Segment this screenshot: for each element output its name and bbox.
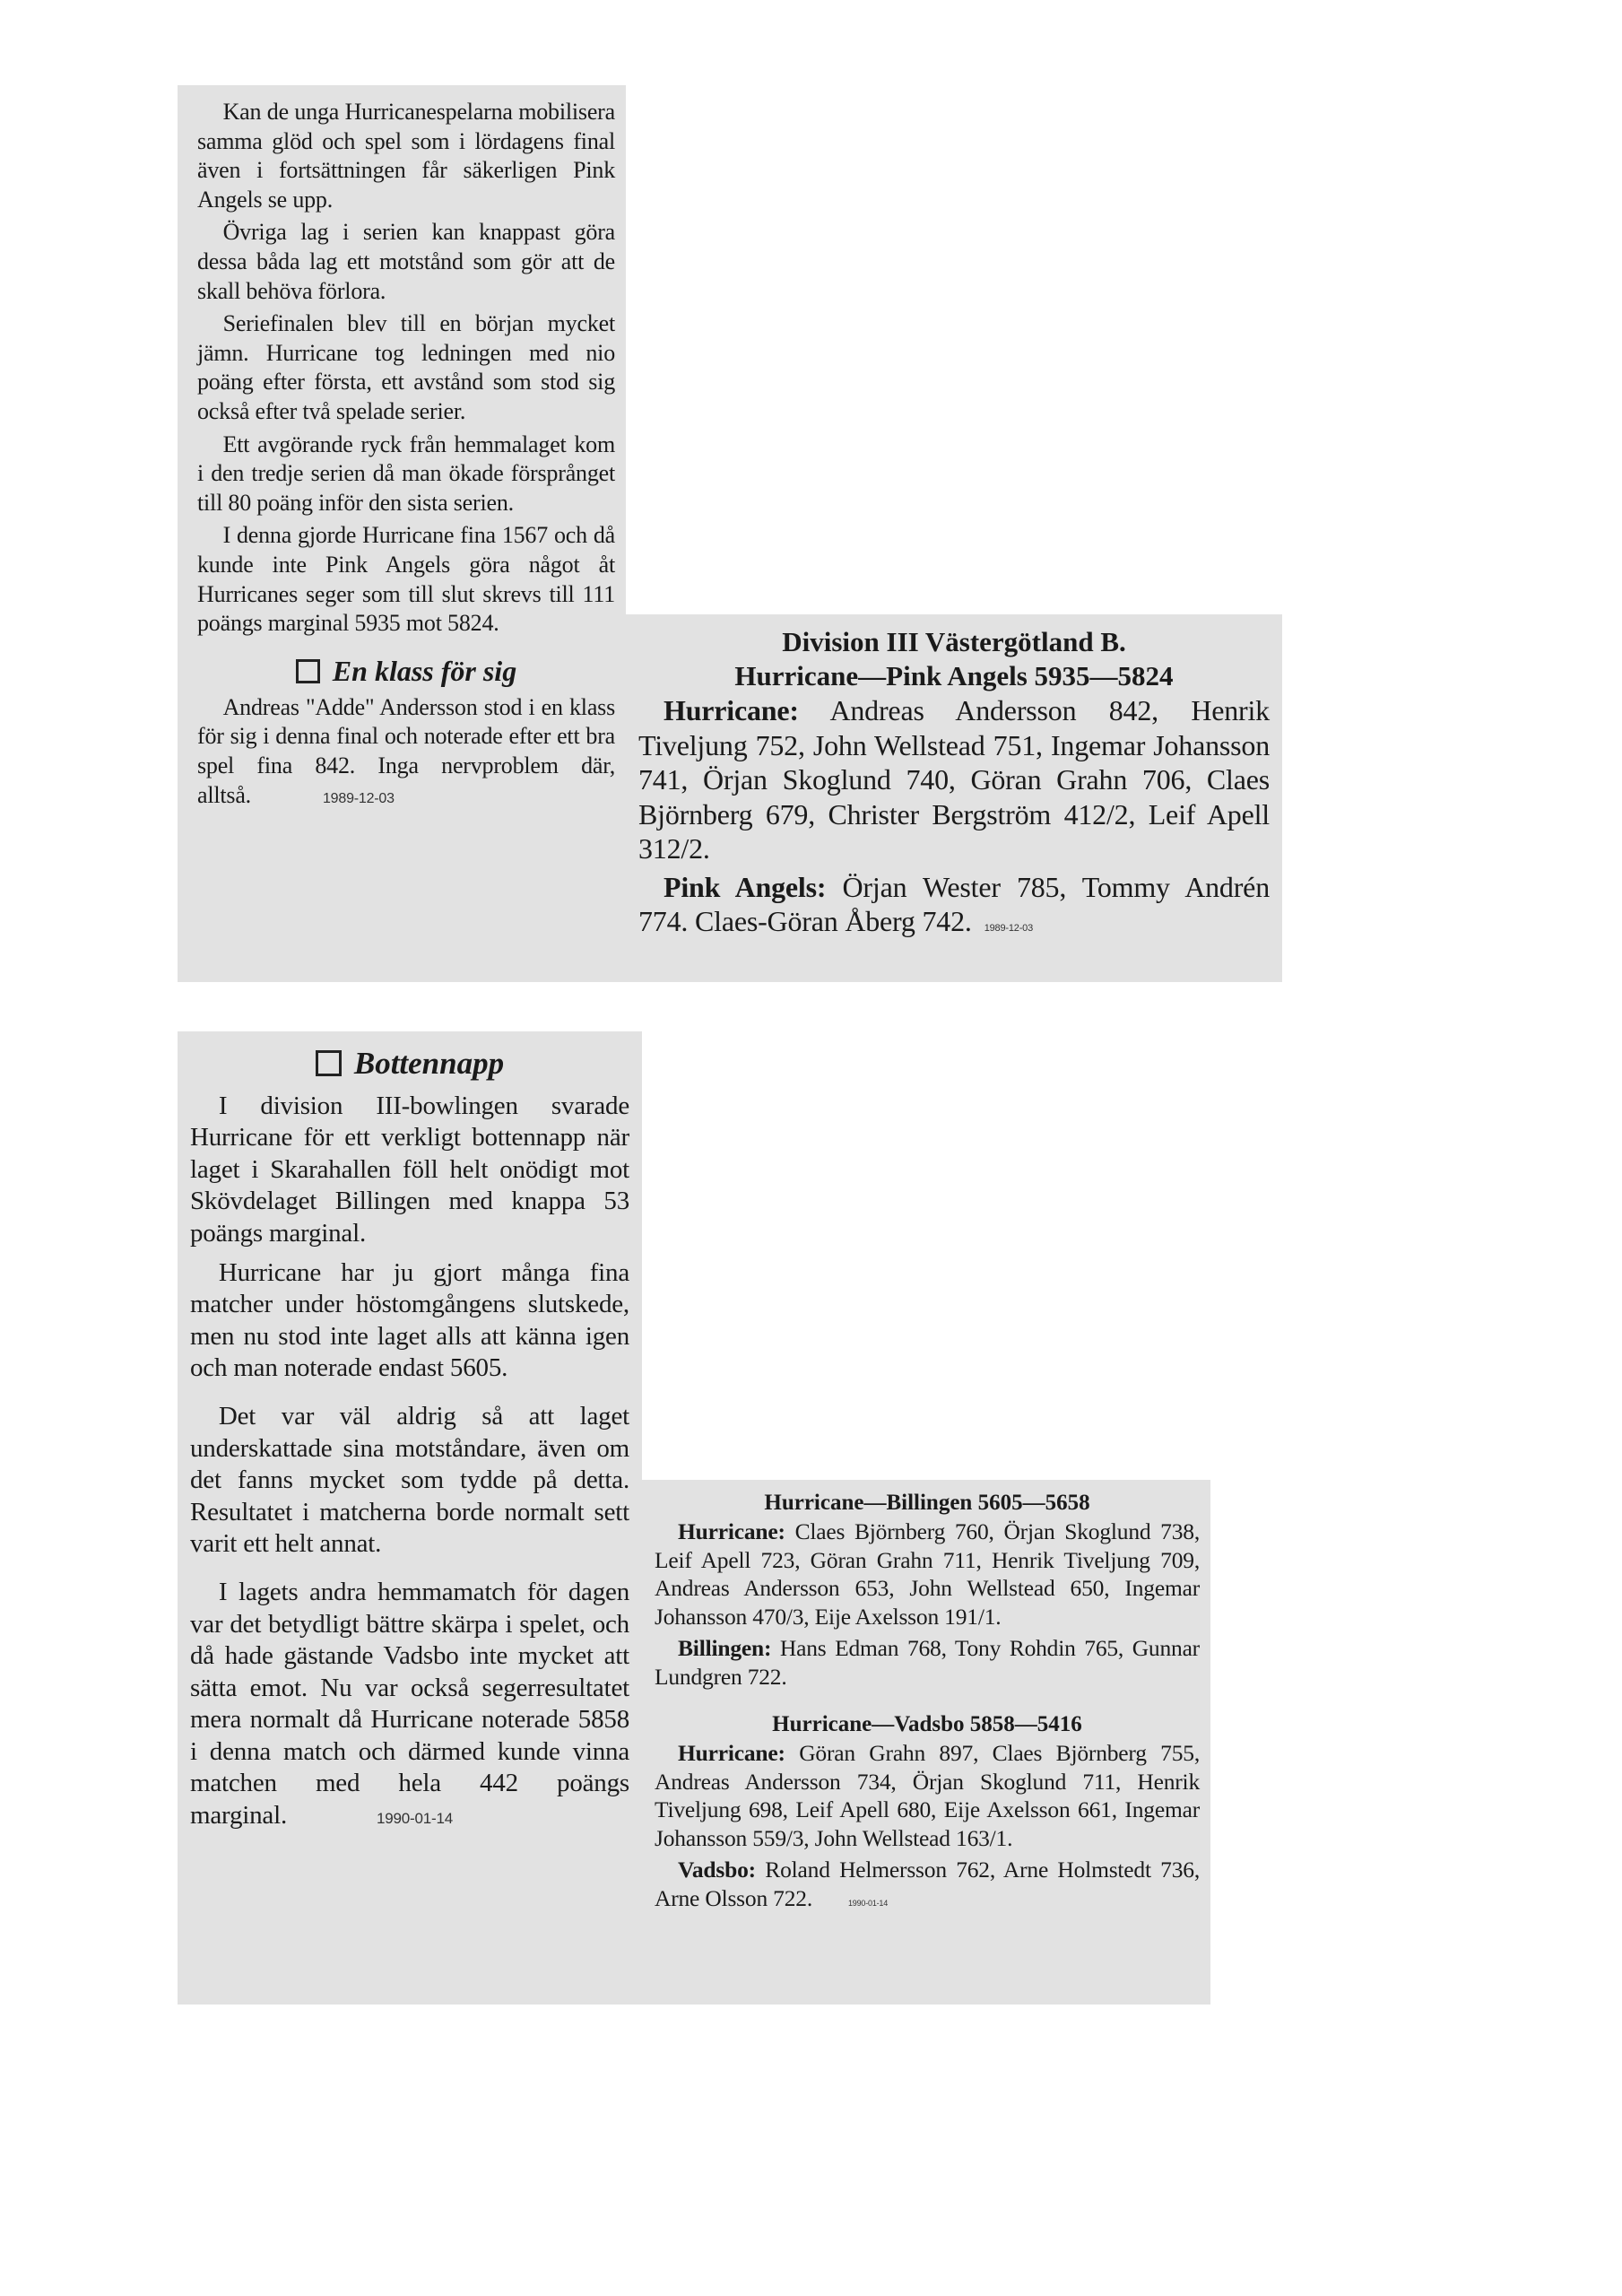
checkbox-square-icon xyxy=(296,659,320,683)
team-label: Pink Angels: xyxy=(664,870,827,903)
paragraph-text: I lagets andra hemmamatch för dagen var det betydligt bättre skärpa i spelet, och då hade gästande Vadsbo inte mycket att sätta emot. Nu var också segerresultatet mera normalt då Hurricane noterade 5858 i denna match och därmed kunde vinna matchen med hela 442 poängs marginal. xyxy=(190,1577,629,1831)
team-players: Claes Björnberg 760, Örjan Skoglund 738, Leif Apell 723, Göran Grahn 711, Henrik Tiveljung 709, Andreas Andersson 653, John Wellstead 650, Ingemar Johansson 470/3, Eije Axelsson 191/1. xyxy=(655,1518,1200,1630)
checkbox-square-icon xyxy=(316,1050,342,1076)
article-paragraph: I division III-bowlingen svarade Hurricane för ett verkligt bottennapp när laget i Skarahallen föll helt onödigt mot Skövdelaget Billingen med knappa 53 poängs marginal. xyxy=(190,1091,629,1248)
article-subheading xyxy=(197,654,615,687)
results-heading-match: Hurricane—Pink Angels 5935—5824 xyxy=(734,660,1174,691)
results-team-hurricane xyxy=(638,693,1270,866)
team-label: Hurricane: xyxy=(664,694,799,726)
results-heading-division: Division III Västergötland B. xyxy=(782,626,1126,657)
clipping-date: 1989-12-03 xyxy=(984,923,1033,934)
team-players: Örjan Wester 785, Tommy Andrén 774. Claes-Göran Åberg 742. xyxy=(638,870,1270,937)
article-paragraph xyxy=(197,693,615,813)
clipping-date: 1990-01-14 xyxy=(377,1810,453,1828)
results-team-vadsbo xyxy=(655,1856,1200,1918)
clipping-date: 1990-01-14 xyxy=(848,1898,889,1908)
paragraph-text: Andreas "Adde" Andersson stod i en klass för sig i denna final och noterade efter ett bra spel fina 842. Inga nervproblem där, alltså. xyxy=(197,693,615,808)
team-label: Hurricane: xyxy=(678,1740,785,1766)
article-paragraph: Det var väl aldrig så att laget underskattade sina motståndare, även om det fanns mycket som tydde på detta. Resultatet i matcherna borde normalt sett varit ett helt annat. xyxy=(190,1401,629,1559)
results-heading-match: Hurricane—Vadsbo 5858—5416 xyxy=(772,1712,1082,1736)
team-label: Billingen: xyxy=(678,1635,772,1661)
clipping-article-1989 xyxy=(178,85,626,982)
clipping-date: 1989-12-03 xyxy=(322,790,395,806)
team-label: Vadsbo: xyxy=(678,1857,756,1883)
team-players: Roland Helmersson 762, Arne Holmstedt 736, Arne Olsson 722. xyxy=(655,1857,1200,1911)
clipping-results-1990 xyxy=(642,1480,1210,2005)
article-paragraph: Övriga lag i serien kan knappast göra dessa båda lag ett motstånd som gör att de skall behöva förlora. xyxy=(197,219,615,304)
team-players: Göran Grahn 897, Claes Björnberg 755, Andreas Andersson 734, Örjan Skoglund 711, Henrik Tiveljung 698, Leif Apell 680, Eije Axelsson 661, Ingemar Johansson 559/3, John Wellstead 163/1. xyxy=(655,1740,1200,1851)
article-paragraph: Kan de unga Hurricanespelarna mobilisera samma glöd och spel som i lördagens final även i fortsättningen får säkerligen Pink Angels se upp. xyxy=(197,99,615,213)
clipping-results-1989 xyxy=(626,614,1282,982)
article-paragraph: I denna gjorde Hurricane fina 1567 och då kunde inte Pink Angels göra något åt Hurricanes seger som till slut skrevs till 111 poängs marginal 5935 mot 5824. xyxy=(197,522,615,637)
subheading-text: En klass för sig xyxy=(332,654,517,687)
results-team-billingen xyxy=(655,1634,1200,1691)
results-team-hurricane xyxy=(655,1518,1200,1631)
team-players: Hans Edman 768, Tony Rohdin 765, Gunnar Lundgren 722. xyxy=(655,1635,1200,1690)
article-subheading xyxy=(190,1048,629,1080)
article-paragraph: Ett avgörande ryck från hemmalaget kom i den tredje serien då man ökade försprånget till 80 poäng inför den sista serien. xyxy=(197,430,615,516)
team-players: Andreas Andersson 842, Henrik Tiveljung 752, John Wellstead 751, Ingemar Johansson 741, Örjan Skoglund 740, Göran Grahn 706, Claes Björnberg 679, Christer Bergström 412/2, Leif Apell 312/2. xyxy=(638,694,1270,865)
results-team-hurricane xyxy=(655,1739,1200,1852)
article-paragraph: Hurricane har ju gjort många fina matcher under höstomgångens slutskede, men nu stod inte laget alls att känna igen och man noterade endast 5605. xyxy=(190,1257,629,1383)
team-label: Hurricane: xyxy=(678,1518,785,1544)
article-paragraph: Seriefinalen blev till en början mycket jämn. Hurricane tog ledningen med nio poäng efter första, ett avstånd som stod sig också efter två spelade serier. xyxy=(197,310,615,424)
results-heading-match: Hurricane—Billingen 5605—5658 xyxy=(764,1491,1090,1515)
clipping-article-1990 xyxy=(178,1031,642,2005)
results-team-pink-angels xyxy=(638,870,1270,946)
article-paragraph xyxy=(190,1577,629,1835)
subheading-text: Bottennapp xyxy=(353,1046,505,1081)
